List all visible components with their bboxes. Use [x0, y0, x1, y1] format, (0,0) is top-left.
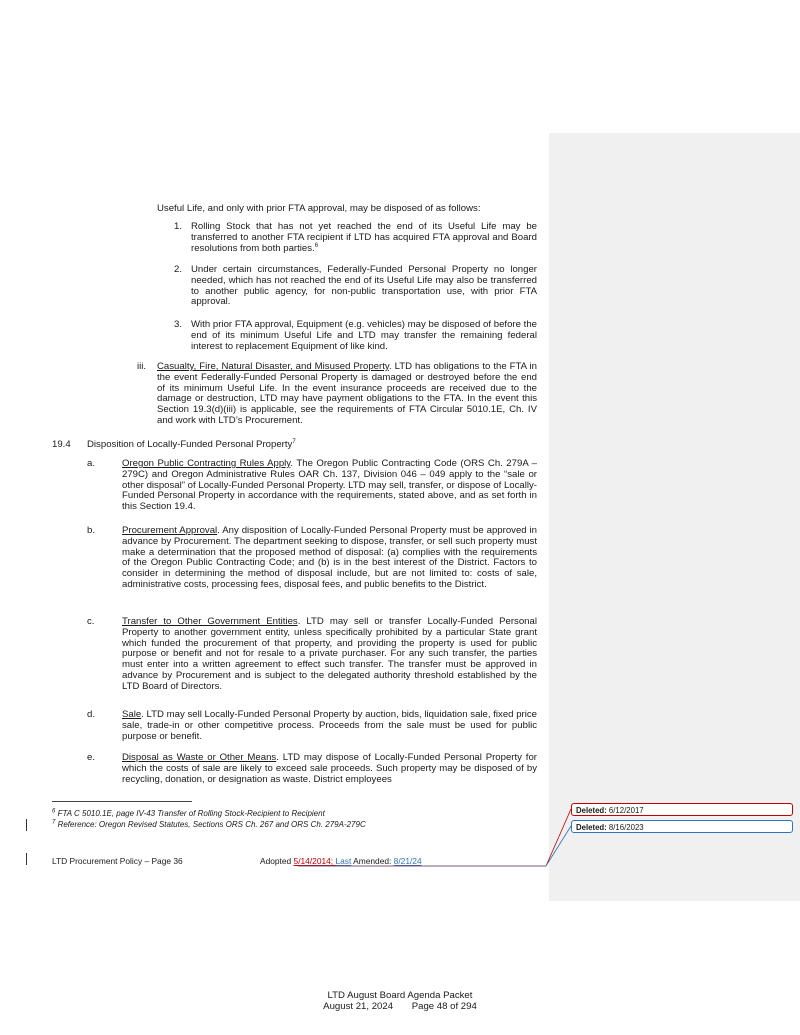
section-number: 19.4	[52, 439, 71, 450]
item-letter: d.	[87, 709, 96, 720]
item-number: iii.	[137, 361, 147, 372]
item-letter: b.	[87, 525, 96, 536]
intro-line: Useful Life, and only with prior FTA approval, may be disposed of as follows:	[157, 203, 481, 214]
footnote-text: FTA C 5010.1E, page IV-43 Transfer of Rolling Stock-Recipient to Recipient	[55, 809, 325, 818]
footnote-ref[interactable]: 6	[314, 242, 319, 249]
item-text: . The Oregon Public Contracting Code (ORS Ch. 279A – 279C) and Oregon Administrative Rules OAR Ch. 137, Division 046 – 049 apply to the “sale or other disposal” of Locally-Funded Personal Property. LTD may sell, transfer, or dispose of Locally-Funded Personal Property in accordance with the requirements, stated above, and as set forth in this Section 19.4.	[122, 458, 538, 513]
item-heading: Casualty, Fire, Natural Disaster, and Misused Property	[157, 361, 389, 372]
item-number: 1.	[174, 221, 183, 232]
amended-label: Amended:	[351, 856, 394, 866]
footnote-number: 7	[52, 819, 56, 826]
item-text: Rolling Stock that has not yet reached the end of its Useful Life may be transferred to another FTA recipient if LTD has acquired FTA approval and Board resolutions from both parties.	[191, 221, 537, 254]
item-heading: Oregon Public Contracting Rules Apply	[122, 458, 291, 469]
footnote-text: Reference: Oregon Revised Statutes, Sections ORS Ch. 267 and ORS Ch. 279A-279C	[55, 820, 366, 829]
numbered-item-3: With prior FTA approval, Equipment (e.g. vehicles) may be disposed of before the end of its minimum Useful Life and LTD may transfer the remaining federal interest to replacement Equipment of like kind.	[191, 319, 537, 352]
packet-title: LTD August Board Agenda Packet	[327, 990, 473, 1001]
item-text: . LTD has obligations to the FTA in the event Federally-Funded Personal Property is damaged or destroyed before the end of its minimum Useful Life. In the event insurance proceeds are received due to the damage or destruction, LTD may have payment obligations to the FTA. In the event this Section 19.3(d)(iii) is applicable, see the requirements of FTA Circular 5010.1E, Ch. IV and work with LTD’s Procurement.	[157, 361, 537, 426]
item-number: 2.	[174, 264, 183, 275]
packet-date: August 21, 2024	[323, 1001, 394, 1012]
packet-page: Page 48 of 294	[411, 1001, 477, 1012]
comment-value: 8/16/2023	[606, 823, 644, 832]
red-leader-diagonal	[546, 809, 571, 866]
adopted-label: Adopted	[260, 856, 294, 866]
numbered-item-2: Under certain circumstances, Federally-Funded Personal Property no longer needed, which has not reached the end of its Useful Life may also be transferred to another public agency, for non-public transportation use, with prior FTA approval.	[191, 264, 537, 308]
amended-date[interactable]: 8/21/24	[393, 856, 422, 866]
section-title-text: Disposition of Locally-Funded Personal Property	[87, 439, 293, 450]
item-text: . LTD may dispose of Locally-Funded Personal Property for which the costs of sale are likely to exceed sale proceeds. Such property may be disposed of by recycling, donation, or designation as waste. District employees	[122, 752, 537, 785]
item-text: . LTD may sell Locally-Funded Personal Property by auction, bids, liquidation sale, fixed price sale, trade-in or other competitive process. Proceeds from the sale must be used for public purpose or benefit.	[122, 709, 537, 742]
blue-leader-diagonal	[546, 826, 571, 866]
footnote-ref[interactable]: 7	[292, 438, 296, 445]
comment-value: 6/12/2017	[606, 806, 644, 815]
footer-page-label: LTD Procurement Policy – Page 36	[52, 856, 183, 866]
item-text: . LTD may sell or transfer Locally-Funded Personal Property to another government entity, unless specifically prohibited by a particular State grant which funded the procurement of that property, and providing the property is used for public purpose or benefit and not for resale to a private purchaser. For any such transfer, the parties must enter into a written agreement to effect such transfer. The transfer must be approved in advance by Procurement and is subject to the delegated authority threshold established by the LTD Board of Directors.	[122, 616, 537, 692]
item-heading: Transfer to Other Government Entities	[122, 616, 298, 627]
item-heading: Sale	[122, 709, 142, 720]
item-heading: Procurement Approval	[122, 525, 218, 536]
separator-insert[interactable]: ;	[330, 856, 336, 866]
item-heading: Disposal as Waste or Other Means	[122, 752, 277, 763]
footnote-number: 6	[52, 808, 56, 815]
comment-label: Deleted:	[576, 806, 607, 815]
item-letter: a.	[87, 458, 96, 469]
item-letter: c.	[87, 616, 95, 627]
packet-footer	[0, 990, 800, 1012]
comment-label: Deleted:	[576, 823, 607, 832]
last-insert[interactable]: Last	[335, 856, 352, 866]
item-number: 3.	[174, 319, 183, 330]
item-text: . Any disposition of Locally-Funded Personal Property must be approved in advance by Procurement. The department seeking to dispose, transfer, or sell such property must make a determination that the proposed method of disposal: (a) complies with the requirements of the Oregon Public Contracting Code; and (b) is in the best interest of the District. Factors to consider in determining the method of disposal include, but are not limited to: costs of sale, administrative costs, processing fees, disposal fees, and public benefits to the District.	[122, 525, 538, 590]
comment-deleted-1[interactable]	[571, 803, 793, 816]
item-letter: e.	[87, 752, 96, 763]
packet-date-page	[0, 1001, 800, 1012]
adopted-date[interactable]: 5/14/2014	[293, 856, 331, 866]
comment-deleted-2[interactable]	[571, 820, 793, 833]
